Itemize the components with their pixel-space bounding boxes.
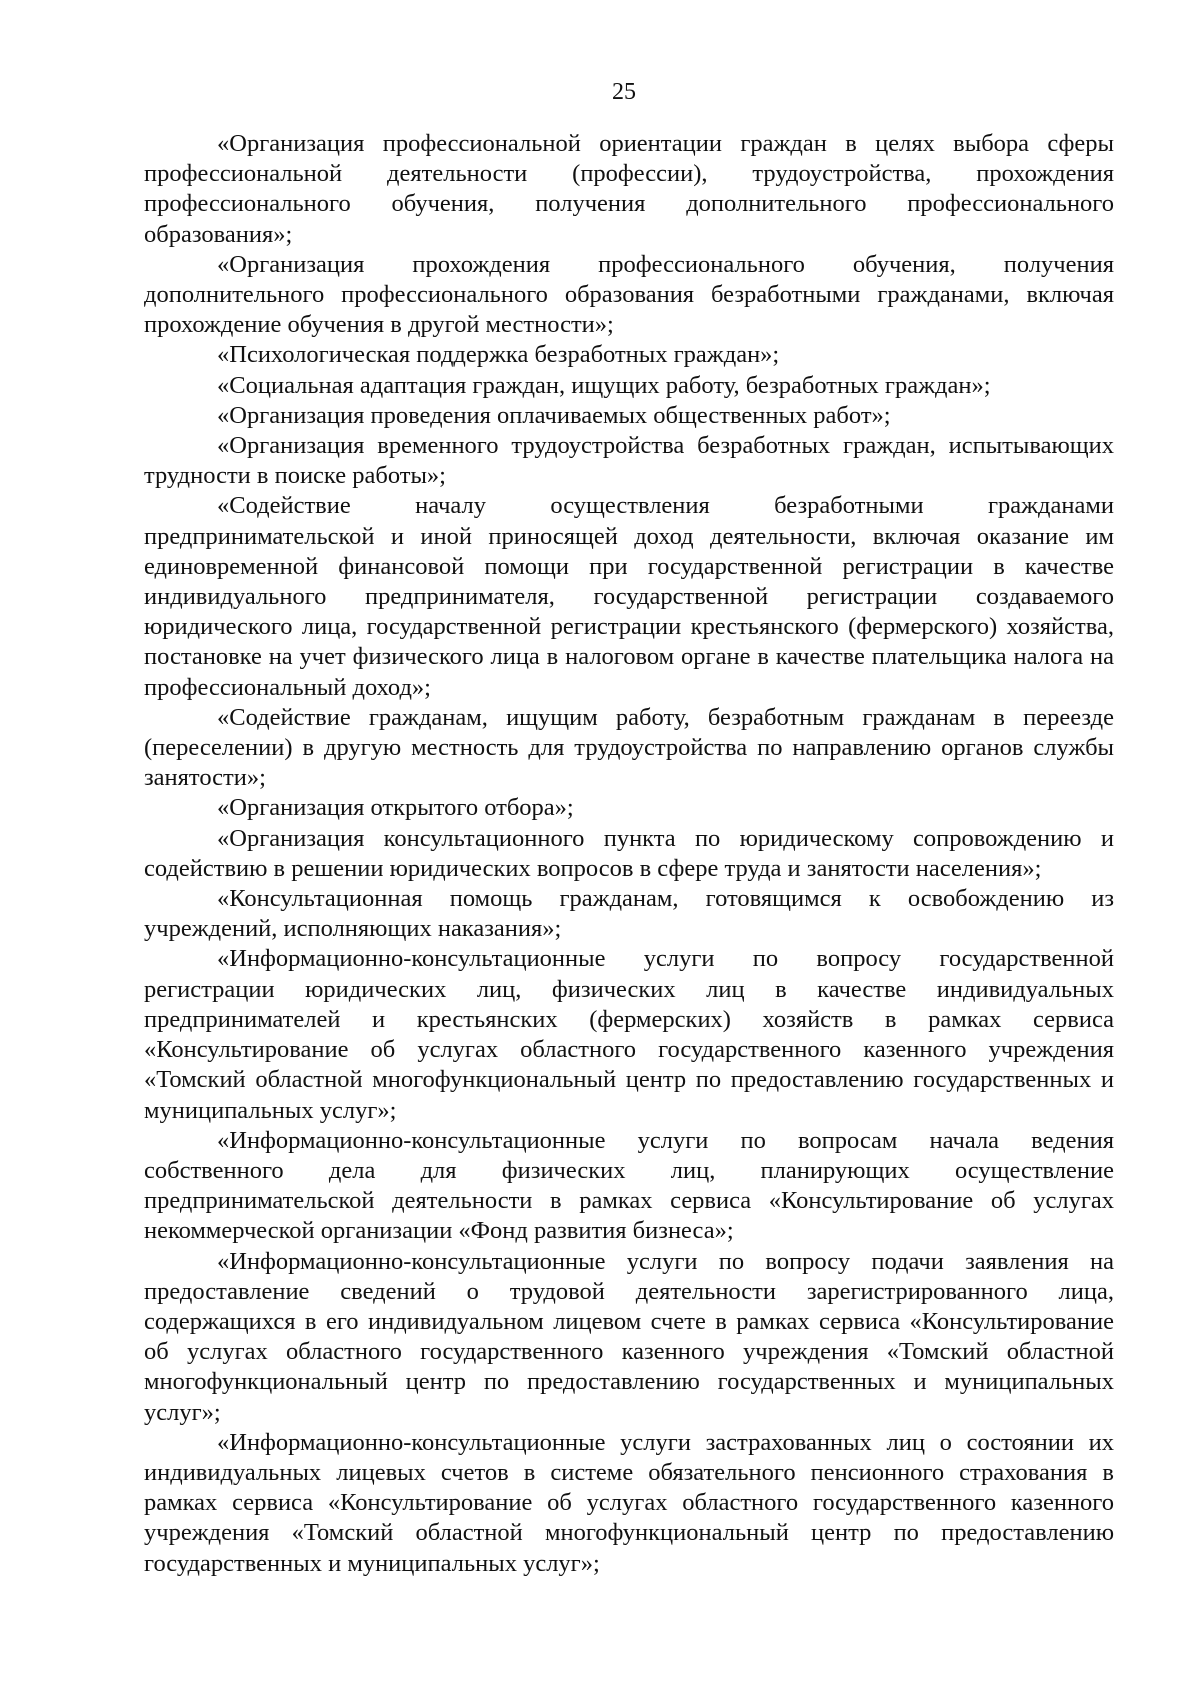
document-body bbox=[144, 129, 1114, 1579]
paragraph: «Содействие началу осуществления безработными гражданами предпринимательской и иной приносящей доход деятельности, включая оказание им единовременной финансовой помощи при государственной регистрации в качестве индивидуального предпринимателя, государственной регистрации создаваемого юридического лица, государственной регистрации крестьянского (фермерского) хозяйства, постановке на учет физического лица в налоговом органе в качестве плательщика налога на профессиональный доход»; bbox=[144, 492, 1114, 701]
paragraph: «Содействие гражданам, ищущим работу, безработным гражданам в переезде (переселении) в другую местность для трудоустройства по направлению органов службы занятости»; bbox=[144, 703, 1114, 792]
paragraph: «Организация прохождения профессионального обучения, получения дополнительного профессионального образования безработными гражданами, включая прохождение обучения в другой местности»; bbox=[144, 250, 1114, 339]
paragraph: «Психологическая поддержка безработных граждан»; bbox=[217, 341, 780, 369]
paragraph: «Организация открытого отбора»; bbox=[217, 794, 574, 822]
page-number: 25 bbox=[612, 79, 636, 105]
paragraph: «Консультационная помощь гражданам, готовящимся к освобождению из учреждений, исполняющих наказания»; bbox=[144, 885, 1114, 943]
paragraph: «Информационно-консультационные услуги по вопросу подачи заявления на предоставление сведений о трудовой деятельности зарегистрированного лица, содержащихся в его индивидуальном лицевом счете в рамках сервиса «Консультирование об услугах областного государственного казенного учреждения «Томский областной многофункциональный центр по предоставлению государственных и муниципальных услуг»; bbox=[144, 1247, 1114, 1426]
paragraph: «Организация консультационного пункта по юридическому сопровождению и содействию в решении юридических вопросов в сфере труда и занятости населения»; bbox=[144, 824, 1114, 882]
paragraph: «Организация проведения оплачиваемых общественных работ»; bbox=[217, 401, 891, 429]
paragraph: «Информационно-консультационные услуги по вопросам начала ведения собственного дела для физических лиц, планирующих осуществление предпринимательской деятельности в рамках сервиса «Консультирование об услугах некоммерческой организации «Фонд развития бизнеса»; bbox=[144, 1126, 1114, 1245]
paragraph: «Информационно-консультационные услуги застрахованных лиц о состоянии их индивидуальных лицевых счетов в системе обязательного пенсионного страхования в рамках сервиса «Консультирование об услугах областного государственного казенного учреждения «Томский областной многофункциональный центр по предоставлению государственных и муниципальных услуг»; bbox=[144, 1428, 1114, 1577]
paragraph: «Социальная адаптация граждан, ищущих работу, безработных граждан»; bbox=[217, 371, 991, 399]
paragraph: «Организация профессиональной ориентации граждан в целях выбора сферы профессиональной деятельности (профессии), трудоустройства, прохождения профессионального обучения, получения дополнительного профессионального образования»; bbox=[144, 130, 1114, 248]
paragraph: «Организация временного трудоустройства безработных граждан, испытывающих трудности в поиске работы»; bbox=[144, 432, 1114, 490]
paragraph: «Информационно-консультационные услуги по вопросу государственной регистрации юридических лиц, физических лиц в качестве индивидуальных предпринимателей и крестьянских (фермерских) хозяйств в рамках сервиса «Консультирование об услугах областного государственного казенного учреждения «Томский областной многофункциональный центр по предоставлению государственных и муниципальных услуг»; bbox=[144, 945, 1114, 1124]
